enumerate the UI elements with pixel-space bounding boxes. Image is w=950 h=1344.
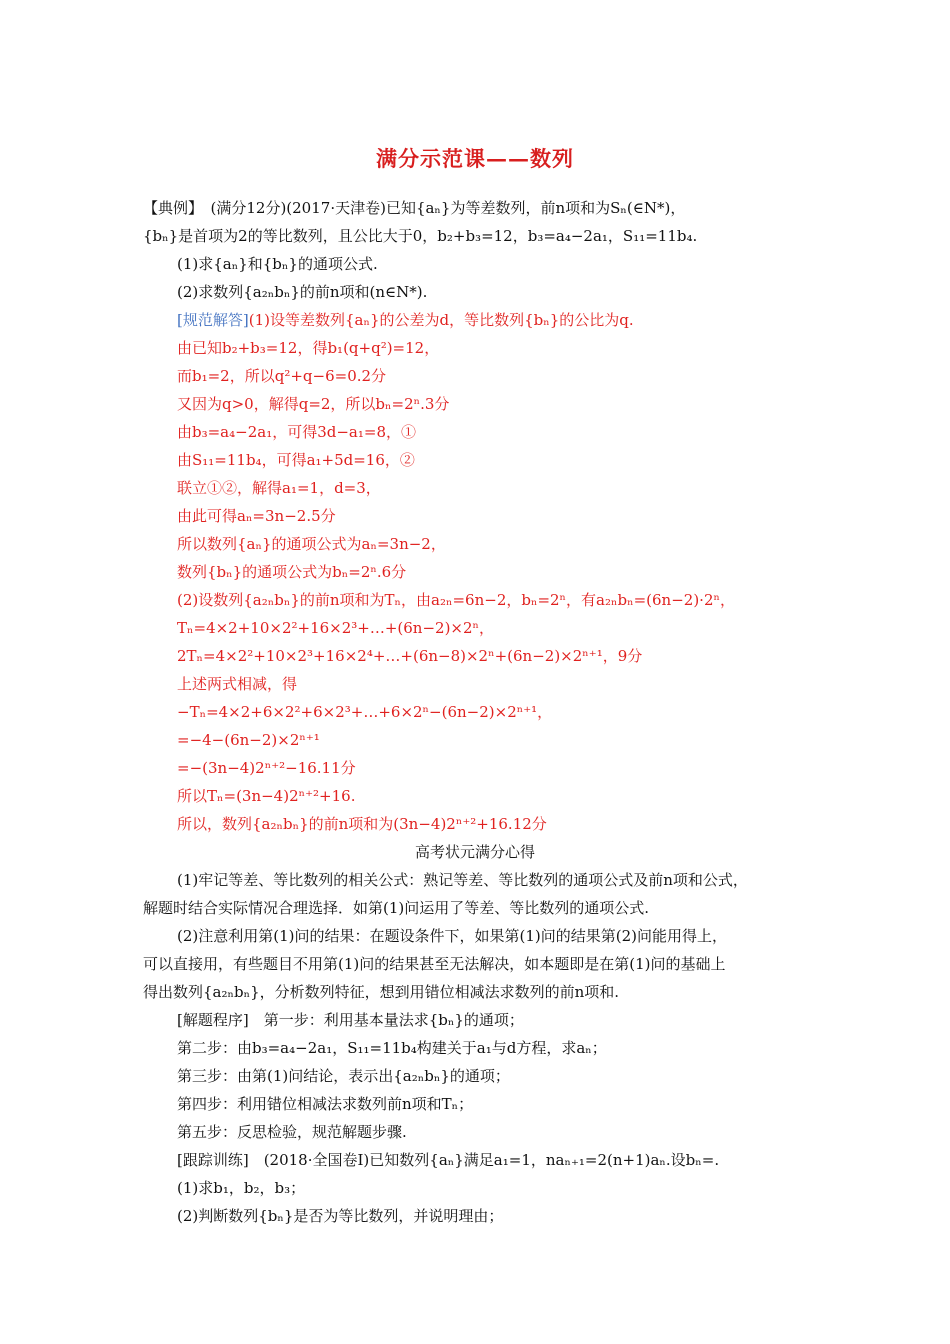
tips-line: 第四步：利用错位相减法求数列前n项和Tₙ；: [177, 1095, 474, 1113]
solution-line: 所以，数列{a₂ₙbₙ}的前n项和为(3n−4)2ⁿ⁺²+16.12分: [177, 815, 547, 833]
tips-line: 可以直接用，有些题目不用第(1)问的结果甚至无法解决，如本题即是在第(1)问的基础上: [143, 955, 726, 973]
solution-line: 由b₃=a₄−2a₁，可得3d−a₁=8，①: [177, 423, 416, 441]
example-line: (1)求{aₙ}和{bₙ}的通项公式.: [177, 255, 378, 273]
solution-line: 由已知b₂+b₃=12，得b₁(q+q²)=12，: [177, 339, 440, 357]
solution-line: (2)设数列{a₂ₙbₙ}的前n项和为Tₙ，由a₂ₙ=6n−2，bₙ=2ⁿ，有a₂ₙbₙ=(6n−2)·2ⁿ，: [177, 591, 735, 609]
tips-line: 第三步：由第(1)问结论，表示出{a₂ₙbₙ}的通项；: [177, 1067, 510, 1085]
solution-tag: [规范解答]: [177, 311, 249, 329]
tips-line: 得出数列{a₂ₙbₙ}，分析数列特征，想到用错位相减法求数列的前n项和.: [143, 983, 620, 1001]
solution-line: 而b₁=2，所以q²+q−6=0.2分: [177, 367, 387, 385]
tips-line: (2)判断数列{bₙ}是否为等比数列，并说明理由；: [177, 1207, 504, 1225]
page-title: 满分示范课——数列: [376, 146, 574, 171]
example-line: 【典例】 (满分12分)(2017·天津卷)已知{aₙ}为等差数列，前n项和为Sₙ(∈N*)，: [143, 199, 686, 217]
tips-line: 第五步：反思检验，规范解题步骤.: [177, 1123, 407, 1141]
solution-line: 联立①②，解得a₁=1，d=3，: [177, 479, 381, 497]
tips-line: (1)牢记等差、等比数列的相关公式：熟记等差、等比数列的通项公式及前n项和公式，: [177, 871, 748, 889]
solution-line: 所以数列{aₙ}的通项公式为aₙ=3n−2，: [177, 535, 446, 553]
solution-line: 又因为q>0，解得q=2，所以bₙ=2ⁿ.3分: [177, 395, 450, 413]
example-line: (2)求数列{a₂ₙbₙ}的前n项和(n∈N*).: [177, 283, 428, 301]
solution-line: 2Tₙ=4×2²+10×2³+16×2⁴+…+(6n−8)×2ⁿ+(6n−2)×2ⁿ⁺¹，9分: [177, 647, 643, 665]
solution-line: (1)设等差数列{aₙ}的公差为d，等比数列{bₙ}的公比为q.: [248, 311, 634, 329]
tips-heading: 高考状元满分心得: [414, 843, 535, 861]
solution-line: −Tₙ=4×2+6×2²+6×2³+…+6×2ⁿ−(6n−2)×2ⁿ⁺¹，: [177, 703, 553, 721]
tips-line: 第二步：由b₃=a₄−2a₁，S₁₁=11b₄构建关于a₁与d方程，求aₙ；: [177, 1039, 607, 1057]
solution-line: 上述两式相减，得: [177, 675, 298, 693]
tips-line: 解题时结合实际情况合理选择．如第(1)问运用了等差、等比数列的通项公式.: [143, 899, 650, 917]
solution-line: 数列{bₙ}的通项公式为bₙ=2ⁿ.6分: [177, 563, 407, 581]
tips-line: [跟踪训练] (2018·全国卷Ⅰ)已知数列{aₙ}满足a₁=1，naₙ₊₁=2(n+1)aₙ.设bₙ=.: [177, 1151, 720, 1169]
solution-line: 由此可得aₙ=3n−2.5分: [177, 507, 336, 525]
tips-line: (2)注意利用第(1)问的结果：在题设条件下，如果第(1)问的结果第(2)问能用得上，: [177, 927, 727, 945]
solution-line: 由S₁₁=11b₄，可得a₁+5d=16，②: [177, 451, 415, 469]
solution-line: 所以Tₙ=(3n−4)2ⁿ⁺²+16.: [177, 787, 356, 805]
solution-first-line: [177, 310, 634, 330]
example-line: {bₙ}是首项为2的等比数列，且公比大于0，b₂+b₃=12，b₃=a₄−2a₁，S₁₁=11b₄.: [143, 227, 698, 245]
solution-line: =−4−(6n−2)×2ⁿ⁺¹: [177, 731, 320, 749]
tips-line: [解题程序] 第一步：利用基本量法求{bₙ}的通项；: [177, 1011, 524, 1029]
tips-line: (1)求b₁，b₂，b₃；: [177, 1179, 306, 1197]
solution-line: =−(3n−4)2ⁿ⁺²−16.11分: [177, 759, 356, 777]
solution-line: Tₙ=4×2+10×2²+16×2³+…+(6n−2)×2ⁿ，: [177, 619, 495, 637]
